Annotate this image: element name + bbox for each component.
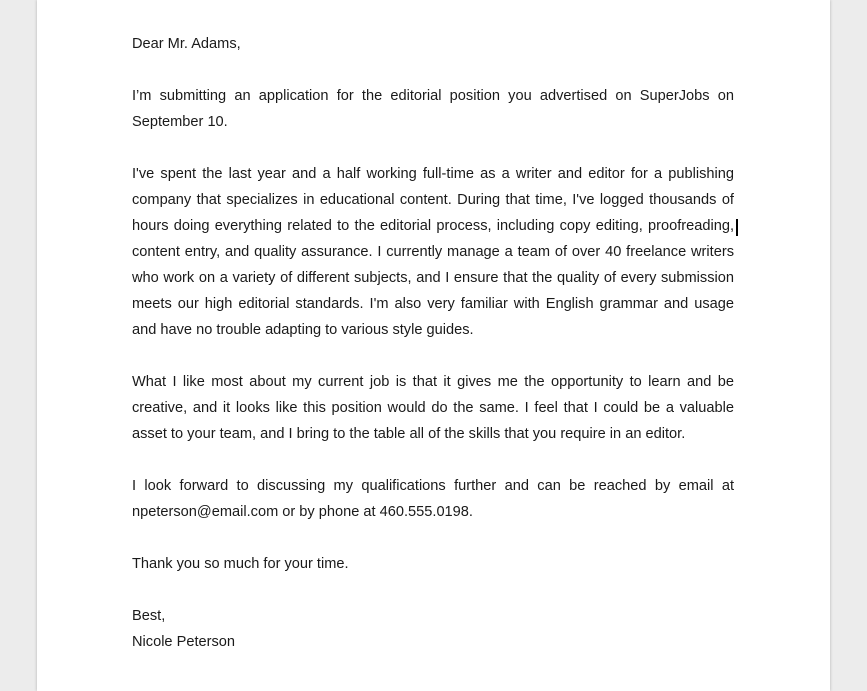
paragraph-motivation: What I like most about my current job is that it gives me the opportunity to learn and be creative, and it looks like this position would do the same. I feel that I could be a valuable asset to your team, and I bring to the table all of the skills that you require in an editor.: [132, 374, 734, 442]
signature: Nicole Peterson: [132, 634, 236, 650]
document-page[interactable]: [37, 0, 830, 691]
thanks-line: Thank you so much for your time.: [132, 556, 349, 572]
salutation: Dear Mr. Adams,: [132, 36, 241, 52]
paragraph-experience-text: I've spent the last year and a half working full-time as a writer and editor for a publishing company that specializes in educational content. During that time, I've logged thousands of hours doing everything related to the editorial process, including copy editing, proofreading, content entry, and quality assurance. I currently manage a team of over 40 freelance writers who work on a variety of different subjects, and I ensure that the quality of every submission meets our high editorial standards. I'm also very familiar with English grammar and usage and have no trouble adapting to various style guides.: [132, 166, 734, 338]
text-cursor: [736, 219, 738, 236]
closing: Best,: [132, 608, 166, 624]
letter-body[interactable]: [132, 31, 734, 681]
paragraph-experience: [132, 161, 734, 343]
paragraph-contact: I look forward to discussing my qualifications further and can be reached by email at npeterson@email.com or by phone at 460.555.0198.: [132, 478, 734, 520]
paragraph-application: I’m submitting an application for the editorial position you advertised on SuperJobs on September 10.: [132, 88, 734, 130]
